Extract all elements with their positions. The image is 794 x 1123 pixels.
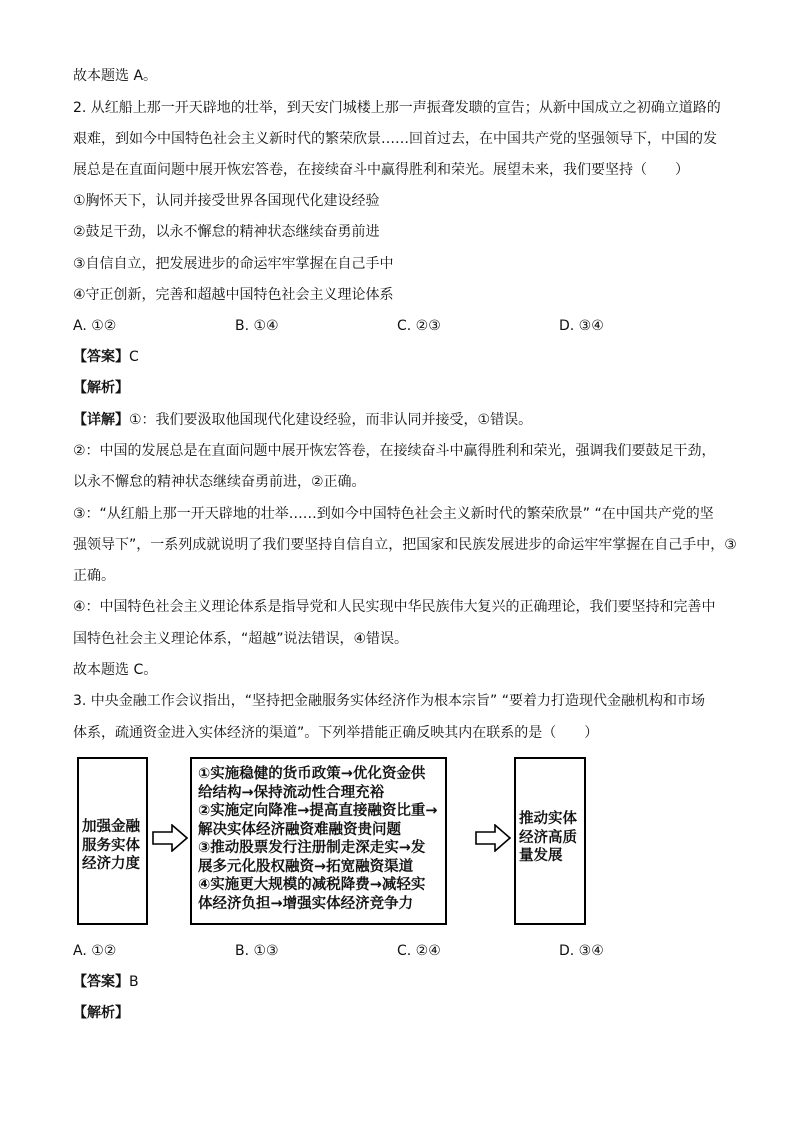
flow-arrow-2	[475, 824, 511, 852]
left-box-line-3: 经济力度	[82, 856, 140, 872]
q3-options	[73, 941, 733, 961]
q3-option-c: C. ②④	[397, 943, 441, 959]
left-box-line-1: 加强金融	[82, 819, 140, 835]
q2-answer	[73, 347, 139, 367]
q2-statement-4: ④守正创新，完善和超越中国特色社会主义理论体系	[73, 287, 394, 303]
q3-option-d: D. ③④	[559, 943, 604, 959]
q2-conclusion: 故本题选 C。	[73, 662, 158, 678]
q2-option-d: D. ③④	[559, 318, 604, 334]
q3-stem-line-2: 体系，疏通资金进入实体经济的渠道”。下列举措能正确反映其内在联系的是（ ）	[73, 725, 599, 741]
flow-arrow-1	[152, 824, 188, 852]
q2-stem-line-1: 2. 从红船上那一开天辟地的壮举，到天安门城楼上那一声振聋发聩的宣告；从新中国成立之初确立道路的	[73, 100, 721, 116]
q3-analysis-tag: 【解析】	[73, 1005, 129, 1021]
q3-option-b: B. ①③	[235, 943, 279, 959]
center-box-line-7: ④实施更大规模的减税降费→减轻实	[198, 877, 426, 893]
answer-value: C	[129, 349, 139, 365]
q2-analysis-tag: 【解析】	[73, 380, 129, 396]
center-box-line-8: 体经济负担→增强实体经济竞争力	[198, 895, 414, 912]
center-box-line-1: ①实施稳健的货币政策→优化资金供	[198, 766, 426, 782]
q2-option-c: C. ②③	[397, 318, 441, 334]
flow-box-center	[190, 757, 447, 925]
q2-stem-line-3: 展总是在直面问题中展开恢宏答卷，在接续奋斗中赢得胜利和荣光。展望未来，我们要坚持（ ）	[73, 162, 689, 178]
right-box-line-2: 经济高质	[519, 829, 577, 846]
q2-detail-2b: 以永不懈怠的精神状态继续奋勇前进，②正确。	[73, 474, 366, 490]
q2-detail-2a: ②：中国的发展总是在直面问题中展开恢宏答卷，在接续奋斗中赢得胜利和荣光，强调我们要鼓足干劲，	[73, 443, 716, 459]
q2-statement-3: ③自信自立，把发展进步的命运牢牢掌握在自己手中	[73, 256, 394, 272]
q3-option-a: A. ①②	[73, 943, 117, 959]
answer-tag: 【答案】	[73, 974, 129, 990]
q2-statement-1: ①胸怀天下，认同并接受世界各国现代化建设经验	[73, 193, 380, 209]
q2-detail-4b: 国特色社会主义理论体系，“超越”说法错误，④错误。	[73, 631, 409, 647]
flow-box-right	[514, 757, 586, 925]
answer-tag: 【答案】	[73, 349, 129, 365]
center-box-line-2: 给结构→保持流动性合理充裕	[198, 784, 385, 801]
q2-options	[73, 316, 733, 336]
right-box-line-3: 量发展	[519, 848, 563, 864]
q3-answer	[73, 972, 139, 992]
center-box-line-3: ②实施定向降准→提高直接融资比重→	[198, 803, 438, 819]
q3-stem-line-1: 3. 中央金融工作会议指出，“坚持把金融服务实体经济作为根本宗旨” “要着力打造现代金融机构和市场	[73, 693, 706, 709]
answer-value: B	[129, 974, 139, 990]
q2-detail-3b: 强领导下”，一系列成就说明了我们要坚持自信自立，把国家和民族发展进步的命运牢牢掌握在自己手中，③	[73, 537, 737, 553]
center-box-line-5: ③推动股票发行注册制走深走实→发	[198, 840, 426, 856]
detail-tag: 【详解】	[73, 412, 129, 428]
center-box-line-4: 解决实体经济融资难融资贵问题	[198, 821, 401, 838]
q2-detail-1	[73, 410, 532, 430]
q2-detail-3c: 正确。	[73, 568, 115, 584]
q2-statement-2: ②鼓足干劲，以永不懈怠的精神状态继续奋勇前进	[73, 224, 380, 240]
center-box-line-6: 展多元化股权融资→拓宽融资渠道	[198, 858, 414, 875]
flow-diagram	[77, 757, 587, 925]
q2-option-a: A. ①②	[73, 318, 117, 334]
prev-conclusion: 故本题选 A。	[73, 68, 158, 84]
right-box-line-1: 推动实体	[519, 811, 577, 827]
q2-detail-3a: ③：“从红船上那一开天辟地的壮举……到如今中国特色社会主义新时代的繁荣欣景” “在中国共产党的坚	[73, 506, 714, 522]
q2-stem-line-2: 艰难，到如今中国特色社会主义新时代的繁荣欣景……回首过去，在中国共产党的坚强领导下，中国的发	[73, 131, 717, 147]
flow-box-left	[77, 757, 148, 925]
detail-text: ①：我们要汲取他国现代化建设经验，而非认同并接受，①错误。	[129, 412, 533, 428]
q2-option-b: B. ①④	[235, 318, 279, 334]
left-box-line-2: 服务实体	[82, 837, 140, 854]
q2-detail-4a: ④：中国特色社会主义理论体系是指导党和人民实现中华民族伟大复兴的正确理论，我们要坚持和完善中	[73, 599, 716, 615]
